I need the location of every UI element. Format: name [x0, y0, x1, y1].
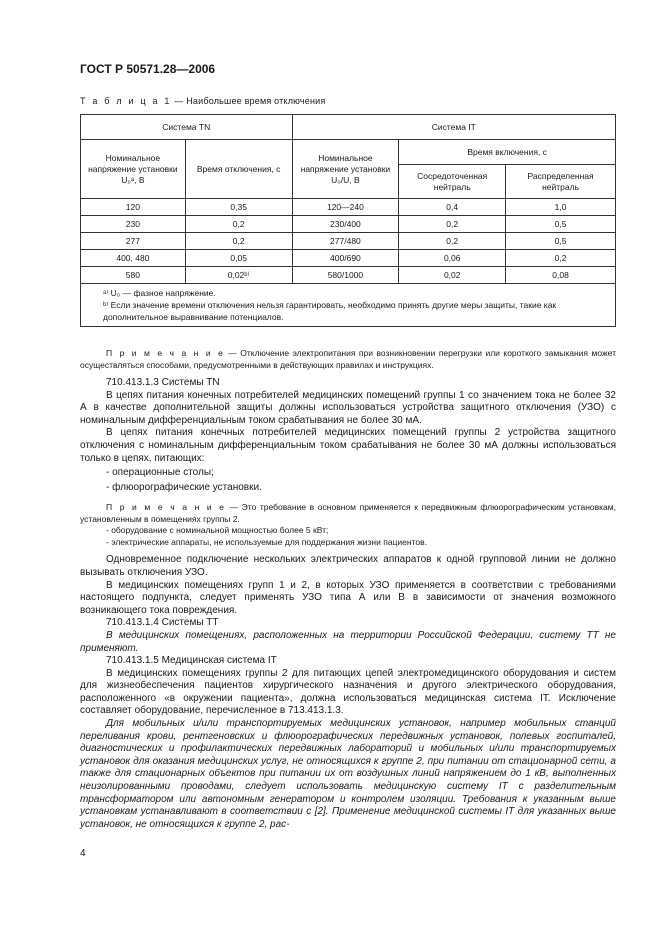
table-cell: 0,5 [506, 233, 616, 250]
note-2 [80, 502, 616, 525]
list-item: - операционные столы; [106, 467, 214, 479]
table-cell: 0,2 [506, 250, 616, 267]
note-label: П р и м е ч а н и е [106, 502, 226, 513]
table-cell: 400/690 [292, 250, 399, 267]
note-1 [80, 348, 616, 371]
header-nominal-voltage-tn: Номинальное напряжение установки U₀ᵃ, В [81, 140, 186, 199]
table-cell: 230/400 [292, 216, 399, 233]
section-heading: 710.413.1.3 Системы TN [106, 377, 220, 388]
paragraph: Одновременное подключение нескольких электрических аппаратов к одной групповой линии не должно вызывать отключения УЗО. [80, 554, 616, 578]
table-cell: 0,4 [399, 199, 506, 216]
header-switching-time: Время включения, с [399, 140, 616, 165]
document-header: ГОСТ Р 50571.28—2006 [80, 62, 216, 76]
header-system-tn: Система TN [81, 115, 293, 140]
table-cell: 0,2 [185, 233, 292, 250]
table-cell: 0,06 [399, 250, 506, 267]
table-cell: 120—240 [292, 199, 399, 216]
table-caption-prefix: Т а б л и ц а 1 [80, 96, 172, 106]
header-distributed-neutral: Распределенная нейтраль [506, 165, 616, 199]
table-cell: 0,2 [399, 216, 506, 233]
list-item: - флюорографические установки. [106, 481, 262, 493]
main-text [80, 348, 616, 831]
table-cell: 0,2 [185, 216, 292, 233]
table-footnotes [81, 284, 616, 327]
table-cell: 0,02 [399, 267, 506, 284]
header-disconnection-time: Время отключения, с [185, 140, 292, 199]
section-heading: 710.413.1.4 Системы TT [106, 617, 219, 629]
note-list-item: - оборудование с номинальной мощностью более 5 кВт; [106, 525, 329, 536]
paragraph: В цепях питания конечных потребителей медицинских помещений группы 2 устройства защитного отключения с номинальным дифференциальным током срабатывания не более 30 мА должны использоваться только в цепях, питающих: [80, 427, 616, 464]
note-list-item: - электрические аппараты, не используемые для поддержания жизни пациентов. [106, 536, 427, 547]
paragraph: Для мобильных и/или транспортируемых медицинских установок, например мобильных станций переливания крови, рентгеновских и флюорографических передвижных установок, полевых госпиталей, диагностических и профилактических передвижных лабораторий и мобильных и/или транспортируемых установок для оказания медицинских услуг, не относящихся к группе 2, при питании от стационарной сети, а также для стационарных объектов при питании их от воздушных линий напряжением до 1 кВ, выполненных неизолированными проводами, следует использовать медицинскую систему IT с разделительным трансформатором или автономным генератором и контролем изоляции. Требования к указанным выше установкам устанавливают в соответствии с [2]. Применение медицинской системы IT для указанных выше установок, не относящихся к группе 2, рас- [80, 718, 616, 830]
paragraph: В медицинских помещениях групп 1 и 2, в которых УЗО применяется в соответствии с требованиями настоящего подпункта, следует применять УЗО типа А или В в зависимости от значения возможного возникающего тока повреждения. [80, 579, 616, 616]
table-cell: 1,0 [506, 199, 616, 216]
table-cell: 580/1000 [292, 267, 399, 284]
note-text: — Это требование в основном применяется к передвижным флюорографическим установкам, установленным в помещениях группы 2. [80, 502, 616, 524]
table-cell: 580 [81, 267, 186, 284]
footnote-b: ᵇ⁾ Если значение времени отключения нельзя гарантировать, необходимо принять другие меры защиты, такие как дополнительное выравнивание потенциалов. [103, 300, 557, 322]
footnote-a: ᵃ⁾ U₀ — фазное напряжение. [103, 288, 216, 298]
table-cell: 230 [81, 216, 186, 233]
table-cell: 0,05 [185, 250, 292, 267]
paragraph: В цепях питания конечных потребителей медицинских помещений группы 1 со значением тока не более 32 А в качестве дополнительной защиты должны использоваться устройства защитного отключения (УЗО) с номинальным дифференциальным током срабатывания не более 30 мА. [80, 389, 616, 426]
page-number: 4 [80, 848, 86, 859]
note-text: — Отключение электропитания при возникновении перегрузки или короткого замыкания может осуществляться способами, предусмотренными в действующих правилах и инструкциях. [80, 348, 616, 370]
paragraph: В медицинских помещениях, расположенных на территории Российской Федерации, систему TT не применяют. [80, 629, 616, 654]
note-label: П р и м е ч а н и е [106, 348, 225, 358]
table-cell: 0,02ᵇ⁾ [185, 267, 292, 284]
table-cell: 0,2 [399, 233, 506, 250]
header-nominal-voltage-it: Номинальное напряжение установки U₀/U, В [292, 140, 399, 199]
table-cell: 120 [81, 199, 186, 216]
table-cell: 277/480 [292, 233, 399, 250]
section-heading: 710.413.1.5 Медицинская система IT [106, 655, 277, 667]
table-cell: 0,35 [185, 199, 292, 216]
header-system-it: Система IT [292, 115, 615, 140]
table-cell: 0,5 [506, 216, 616, 233]
table-cell: 0,08 [506, 267, 616, 284]
header-concentrated-neutral: Сосредоточенная нейтраль [399, 165, 506, 199]
table-cell: 277 [81, 233, 186, 250]
disconnection-time-table [80, 114, 616, 327]
table-cell: 400, 480 [81, 250, 186, 267]
table-caption-title: — Наибольшее время отключения [171, 96, 326, 106]
table-caption [80, 96, 325, 106]
paragraph: В медицинских помещениях группы 2 для питающих цепей электромедицинского оборудования и систем для жизнеобеспечения пациентов хирургического назначения и другого электрического оборудования, расположенного «в окружении пациента», должна использоваться медицинская система IT. Исключение составляет оборудование, перечисленное в 713.413.1.3. [80, 667, 616, 717]
